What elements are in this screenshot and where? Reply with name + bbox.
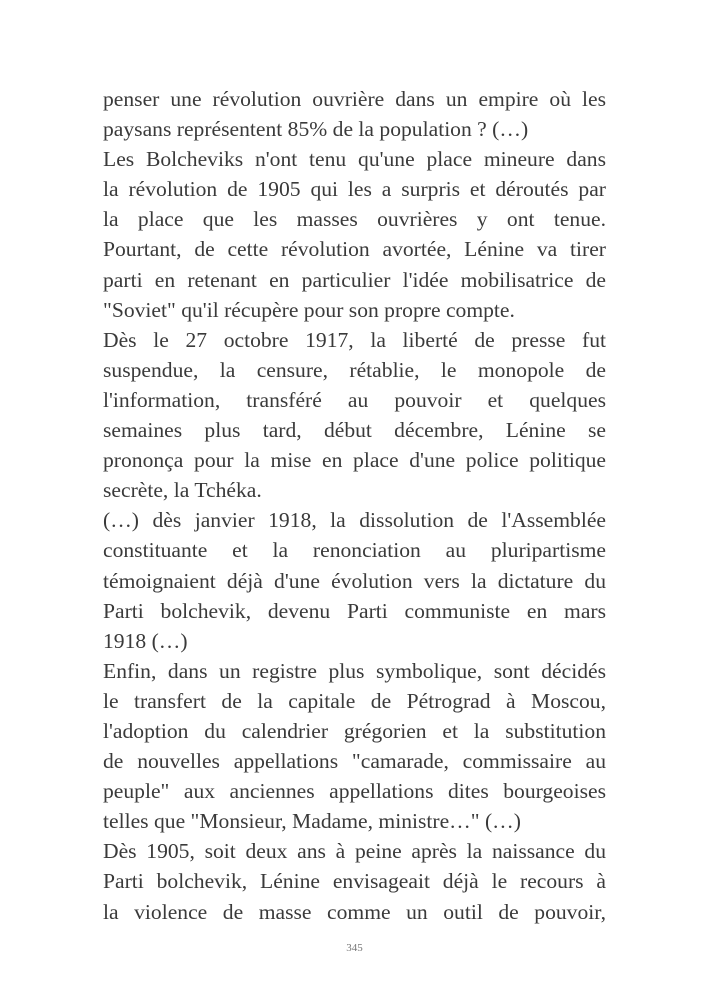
body-text [103,84,606,927]
text-line: Dès le 27 octobre 1917, la liberté de presse fut [103,327,606,352]
text-line: paysans représentent 85% de la population ? (…) [103,117,529,142]
text-line: 1918 (…) [103,628,188,653]
text-line: Pourtant, de cette révolution avortée, Lénine va tirer [103,237,606,262]
text-line: Enfin, dans un registre plus symbolique, sont décidés [103,658,606,683]
text-line: telles que "Monsieur, Madame, ministre…" (…) [103,809,521,834]
text-line: penser une révolution ouvrière dans un empire où les [103,87,606,111]
page-number: 345 [346,942,363,954]
text-line: la révolution de 1905 qui les a surpris et déroutés par [103,177,606,202]
text-line: parti en retenant en particulier l'idée mobilisatrice de [103,267,606,292]
text-line: "Soviet" qu'il récupère pour son propre compte. [103,297,515,322]
text-line: semaines plus tard, début décembre, Lénine se [103,418,606,443]
text-line: Les Bolcheviks n'ont tenu qu'une place mineure dans [103,147,606,172]
text-line: témoignaient déjà d'une évolution vers la dictature du [103,568,606,593]
text-line: Parti bolchevik, Lénine envisageait déjà le recours à [103,869,606,894]
text-line: Parti bolchevik, devenu Parti communiste en mars [103,598,606,623]
text-line: de nouvelles appellations "camarade, commissaire au [103,749,606,774]
text-line: la violence de masse comme un outil de pouvoir, [103,899,606,924]
text-line: le transfert de la capitale de Pétrograd à Moscou, [103,688,606,713]
text-line: l'adoption du calendrier grégorien et la substitution [103,718,606,743]
text-line: l'information, transféré au pouvoir et quelques [103,387,606,412]
text-line: prononça pour la mise en place d'une police politique [103,448,606,473]
text-line: peuple" aux anciennes appellations dites bourgeoises [103,779,606,804]
text-line: suspendue, la censure, rétablie, le monopole de [103,357,606,382]
text-line: (…) dès janvier 1918, la dissolution de l'Assemblée [103,508,606,533]
text-line: la place que les masses ouvrières y ont tenue. [103,207,606,232]
text-line: Dès 1905, soit deux ans à peine après la naissance du [103,839,606,864]
text-line: constituante et la renonciation au pluripartisme [103,538,606,563]
text-line: secrète, la Tchéka. [103,478,262,503]
